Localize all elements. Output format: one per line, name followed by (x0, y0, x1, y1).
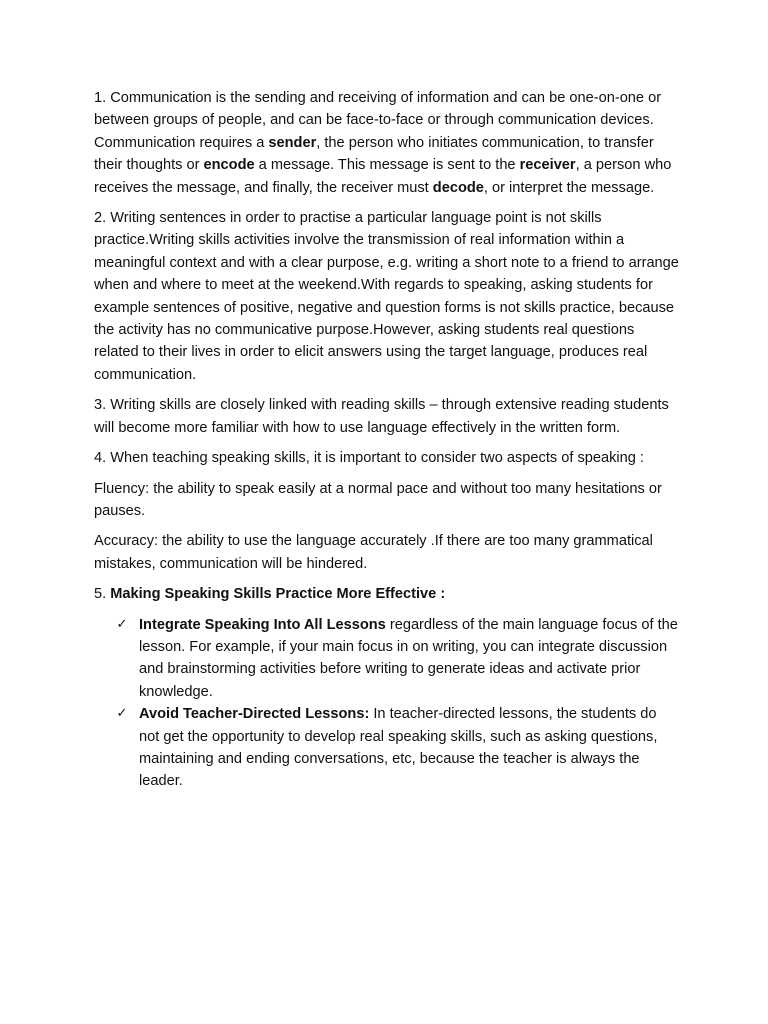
bullet-title: Avoid Teacher-Directed Lessons: (139, 706, 370, 723)
term-encode: encode (203, 157, 255, 174)
section-heading: Making Speaking Skills Practice More Effective : (110, 586, 446, 603)
text-segment: 1. Communication is the sending and receiving of information and can be one-on-one or between groups of people, and can be face-to-face or through communication devices. Communication requires a (94, 90, 662, 151)
text-segment: , the person who initiates communication, to transfer their thoughts or (94, 134, 654, 174)
document-page (94, 87, 679, 793)
bullet-title: Integrate Speaking Into All Lessons (139, 616, 386, 633)
term-decode: decode (432, 179, 484, 196)
list-item (116, 614, 679, 704)
paragraph-speaking-aspects: 4. When teaching speaking skills, it is important to consider two aspects of speaking : (94, 450, 644, 467)
term-receiver: receiver (519, 157, 576, 174)
term-sender: sender (268, 134, 317, 151)
paragraph-communication (94, 87, 679, 199)
text-segment: , a person who receives the message, and finally, the receiver must (94, 157, 672, 196)
paragraph-fluency: Fluency: the ability to speak easily at a normal pace and without too many hesitations or pauses. (94, 480, 662, 519)
text-segment: a message. This message is sent to the (254, 157, 520, 174)
paragraph-writing-sentences: 2. Writing sentences in order to practise a particular language point is not skills practice.Writing skills activities involve the transmission of real information within a meaningful context and with a clear purpose, e.g. writing a short note to a friend to arrange when and where to meet at the weekend.With regards to speaking, asking students for example sentences of positive, negative and question forms is not skills practice, because the activity has no communicative purpose.However, asking students real questions related to their lives in order to elicit answers using the target language, produces real communication. (94, 210, 679, 383)
section-number: 5. (94, 586, 111, 603)
paragraph-effective-practice (94, 583, 679, 605)
bullet-text: In teacher-directed lessons, the students do not get the opportunity to develop real speaking skills, such as asking questions, maintaining and ending conversations, etc, because the teacher is always the leader. (139, 706, 658, 790)
paragraph-accuracy: Accuracy: the ability to use the language accurately .If there are too many grammatical mistakes, communication will be hindered. (94, 533, 653, 572)
checkmark-icon: ✓ (116, 706, 128, 722)
bullet-text: regardless of the main language focus of the lesson. For example, if your main focus in on writing, you can integrate discussion and brainstorming activities before writing to generate ideas and activate prior knowledge. (139, 616, 678, 700)
list-item (116, 703, 679, 793)
text-segment: , or interpret the message. (483, 179, 655, 196)
checkmark-icon: ✓ (116, 616, 128, 632)
bullet-list (94, 614, 679, 793)
paragraph-reading-skills: 3. Writing skills are closely linked with reading skills – through extensive reading students will become more familiar with how to use language effectively in the written form. (94, 397, 669, 436)
